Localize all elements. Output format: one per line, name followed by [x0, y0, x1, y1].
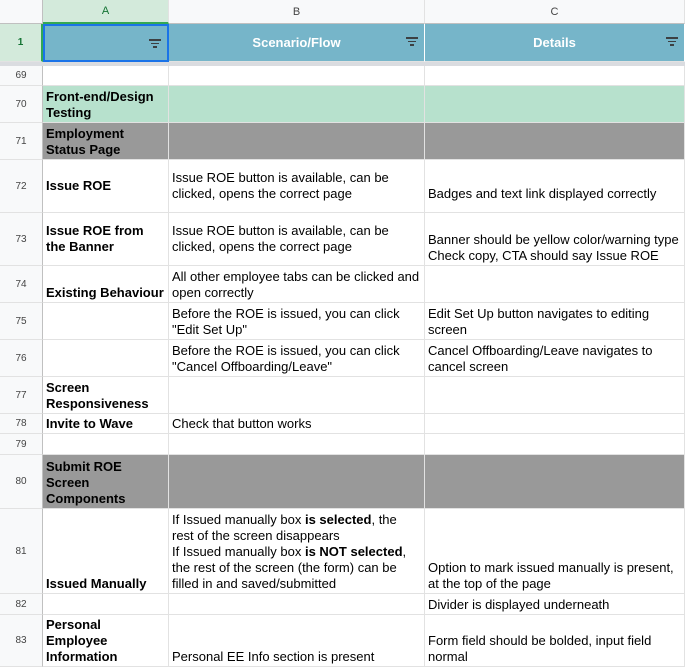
table-cell[interactable]	[169, 455, 425, 509]
header-cell-a[interactable]	[43, 24, 169, 62]
table-cell[interactable]: Check that button works	[169, 414, 425, 434]
row-number[interactable]: 82	[0, 594, 43, 615]
row-number[interactable]: 79	[0, 434, 43, 455]
row-number[interactable]: 83	[0, 615, 43, 667]
table-row	[0, 303, 685, 340]
section-cell[interactable]: Submit ROE Screen Components	[43, 455, 169, 509]
table-row	[0, 66, 685, 86]
table-row	[0, 160, 685, 213]
table-cell[interactable]	[43, 66, 169, 86]
filter-icon[interactable]	[406, 37, 418, 47]
filter-icon[interactable]	[666, 37, 678, 47]
table-row	[0, 266, 685, 303]
table-cell[interactable]	[169, 86, 425, 123]
table-cell[interactable]: Divider is displayed underneath	[425, 594, 685, 615]
table-cell[interactable]: Issue ROE from the Banner	[43, 213, 169, 266]
table-row	[0, 509, 685, 594]
table-cell[interactable]: Before the ROE is issued, you can click "Cancel Offboarding/Leave"	[169, 340, 425, 377]
table-cell[interactable]	[43, 594, 169, 615]
table-row	[0, 434, 685, 455]
header-details-label: Details	[533, 35, 576, 50]
table-cell[interactable]: Issue ROE	[43, 160, 169, 213]
filter-icon[interactable]	[149, 39, 161, 49]
table-row	[0, 377, 685, 414]
table-cell[interactable]	[43, 340, 169, 377]
row-number[interactable]: 81	[0, 509, 43, 594]
table-cell[interactable]	[425, 455, 685, 509]
table-row	[0, 86, 685, 123]
header-scenario-label: Scenario/Flow	[252, 35, 341, 50]
table-cell[interactable]: Screen Responsiveness	[43, 377, 169, 414]
table-cell[interactable]: Personal EE Info section is present	[169, 615, 425, 667]
row-number[interactable]: 69	[0, 66, 43, 86]
table-row	[0, 123, 685, 160]
table-cell[interactable]	[43, 303, 169, 340]
column-header-row	[0, 0, 685, 24]
table-cell[interactable]: Edit Set Up button navigates to editing screen	[425, 303, 685, 340]
header-cell-scenario[interactable]	[169, 24, 425, 62]
column-header-b[interactable]: B	[169, 0, 425, 24]
table-row	[0, 414, 685, 434]
row-number[interactable]: 74	[0, 266, 43, 303]
table-cell[interactable]	[43, 434, 169, 455]
column-header-a[interactable]: A	[43, 0, 169, 24]
header-cell-details[interactable]	[425, 24, 685, 62]
table-cell[interactable]	[169, 594, 425, 615]
table-cell[interactable]	[425, 266, 685, 303]
row-number[interactable]: 78	[0, 414, 43, 434]
row-number[interactable]: 70	[0, 86, 43, 123]
column-header-c[interactable]: C	[425, 0, 685, 24]
table-cell[interactable]: Issue ROE button is available, can be clicked, opens the correct page	[169, 213, 425, 266]
table-cell[interactable]: Cancel Offboarding/Leave navigates to cancel screen	[425, 340, 685, 377]
table-row	[0, 615, 685, 667]
table-row	[0, 213, 685, 266]
row-number[interactable]: 72	[0, 160, 43, 213]
table-cell[interactable]	[425, 414, 685, 434]
table-cell[interactable]	[169, 434, 425, 455]
table-cell[interactable]	[169, 66, 425, 86]
row-number[interactable]: 73	[0, 213, 43, 266]
row-number[interactable]: 80	[0, 455, 43, 509]
table-cell[interactable]	[425, 66, 685, 86]
table-header-row	[0, 24, 685, 62]
row-number[interactable]: 1	[0, 24, 43, 62]
table-cell[interactable]	[425, 434, 685, 455]
table-cell[interactable]	[169, 123, 425, 160]
table-row	[0, 594, 685, 615]
section-cell[interactable]: Employment Status Page	[43, 123, 169, 160]
table-cell[interactable]: Form field should be bolded, input field normal	[425, 615, 685, 667]
table-cell[interactable]	[425, 123, 685, 160]
table-cell[interactable]	[169, 509, 425, 594]
table-row	[0, 455, 685, 509]
table-cell[interactable]: Banner should be yellow color/warning type Check copy, CTA should say Issue ROE	[425, 213, 685, 266]
table-cell[interactable]	[169, 377, 425, 414]
table-cell[interactable]	[425, 377, 685, 414]
row-number[interactable]: 76	[0, 340, 43, 377]
rich-text: If Issued manually box is selected, the rest of the screen disappears If Issued manually box is NOT selected, the rest of the screen (the form) can be filled in and saved/submitted	[172, 512, 407, 591]
table-cell[interactable]: Option to mark issued manually is present, at the top of the page	[425, 509, 685, 594]
table-cell[interactable]	[425, 86, 685, 123]
table-cell[interactable]: Issue ROE button is available, can be clicked, opens the correct page	[169, 160, 425, 213]
section-cell[interactable]: Front-end/Design Testing	[43, 86, 169, 123]
row-number[interactable]: 71	[0, 123, 43, 160]
table-cell[interactable]: All other employee tabs can be clicked and open correctly	[169, 266, 425, 303]
table-cell[interactable]: Invite to Wave	[43, 414, 169, 434]
row-number[interactable]: 77	[0, 377, 43, 414]
select-all-corner[interactable]	[0, 0, 43, 24]
table-row	[0, 340, 685, 377]
table-cell[interactable]: Personal Employee Information	[43, 615, 169, 667]
table-cell[interactable]: Before the ROE is issued, you can click "Edit Set Up"	[169, 303, 425, 340]
table-cell[interactable]: Issued Manually	[43, 509, 169, 594]
table-cell[interactable]: Existing Behaviour	[43, 266, 169, 303]
table-cell[interactable]: Badges and text link displayed correctly	[425, 160, 685, 213]
row-number[interactable]: 75	[0, 303, 43, 340]
